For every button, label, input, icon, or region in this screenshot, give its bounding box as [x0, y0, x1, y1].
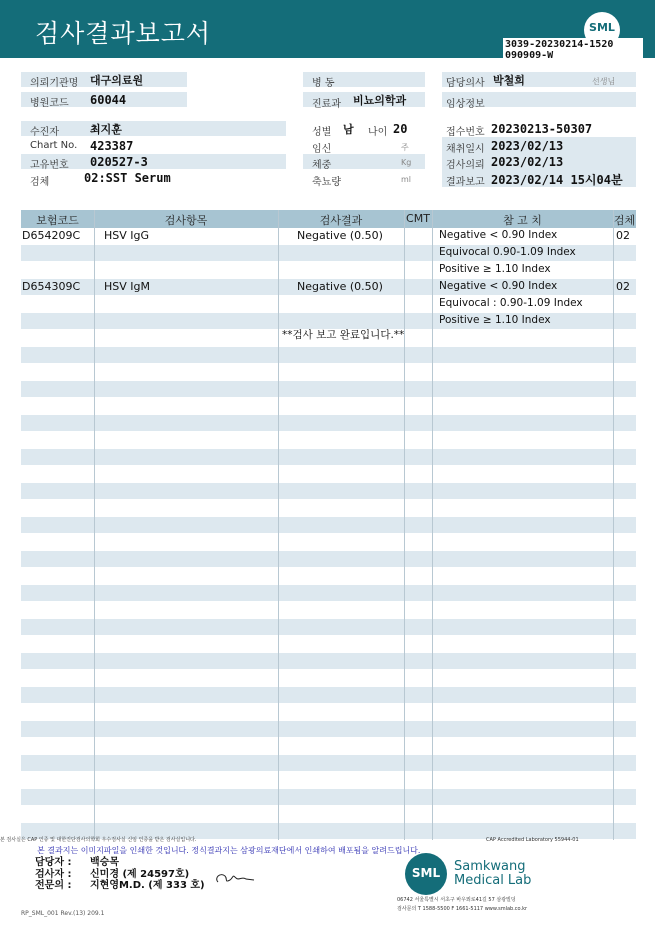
staff-value: 신미경 (제 24597호)	[90, 869, 190, 880]
doctor-suffix: 선생님	[592, 77, 616, 86]
company-address: 06742 서울특별시 서초구 바우뫼로41길 57 삼광빌딩	[397, 897, 516, 903]
specimen-label: 검체	[30, 177, 50, 188]
company-name-line1: Samkwang	[454, 859, 526, 874]
form-code: RP_SML_001 Rev.(13) 209.1	[21, 910, 105, 917]
column-divider	[404, 210, 405, 840]
age-label: 나이	[368, 127, 388, 138]
row-insurance-code: D654209C	[22, 229, 81, 242]
row-stripe	[21, 381, 636, 397]
report-complete-note: **검사 보고 완료입니다.**	[282, 329, 405, 341]
dept-label: 진료과	[312, 99, 341, 110]
reference-range-line: Equivocal : 0.90-1.09 Index	[439, 297, 583, 309]
row-stripe	[21, 415, 636, 431]
weight-unit: Kg	[401, 158, 412, 167]
request-date-value: 2023/02/13	[491, 155, 564, 169]
staff-value: 지현영M.D. (제 333 호)	[90, 880, 205, 891]
reference-range-line: Equivocal 0.90-1.09 Index	[439, 246, 576, 258]
doctor-value: 박철희	[493, 74, 525, 87]
column-divider	[432, 210, 433, 840]
age-value: 20	[393, 122, 408, 136]
info-shade	[21, 121, 286, 136]
reference-range-line: Negative < 0.90 Index	[439, 229, 558, 241]
receipt-no-label: 접수번호	[446, 127, 485, 138]
institution-label: 의뢰기관명	[30, 78, 79, 89]
column-divider	[613, 210, 614, 840]
cert-note: 본 검사실은 CAP 인증 및 대한진단검사의학회 우수검사실 신임 인증을 받은 검사실입니다.	[0, 837, 197, 843]
header-cmt: CMT	[406, 212, 430, 225]
weight-label: 체중	[312, 160, 332, 171]
cap-accreditation: CAP Accredited Laboratory 55944-01	[486, 837, 579, 843]
row-stripe	[21, 755, 636, 771]
chart-no-value: 423387	[90, 139, 134, 153]
request-date-label: 검사의뢰	[446, 160, 485, 171]
column-divider	[94, 210, 95, 840]
pregnancy-label: 임신	[312, 144, 332, 155]
institution-value: 대구의료원	[90, 74, 144, 87]
report-id: 3039-20230214-1520 090909-W	[503, 38, 643, 62]
dept-value: 비뇨의학과	[353, 94, 407, 107]
staff-label: 담당자 :	[35, 857, 72, 868]
reference-range-line: Positive ≥ 1.10 Index	[439, 263, 551, 275]
collection-date-value: 2023/02/13	[491, 139, 564, 153]
hospital-code-label: 병원코드	[30, 98, 69, 109]
header-specimen: 검체	[613, 214, 636, 227]
pregnancy-unit: 주	[401, 143, 409, 152]
header-insurance-code: 보험코드	[36, 214, 79, 227]
doctor-label: 담당의사	[446, 78, 485, 89]
row-test-item: HSV IgM	[104, 280, 150, 293]
row-test-item: HSV IgG	[104, 229, 150, 242]
row-stripe	[21, 687, 636, 703]
row-stripe	[21, 449, 636, 465]
reference-range-line: Positive ≥ 1.10 Index	[439, 314, 551, 326]
hospital-code-value: 60044	[90, 93, 127, 107]
row-specimen: 02	[616, 229, 630, 242]
urine-label: 축뇨량	[312, 177, 341, 188]
row-stripe	[21, 347, 636, 363]
row-stripe	[21, 483, 636, 499]
results-table	[21, 210, 636, 840]
column-divider	[278, 210, 279, 840]
collection-date-label: 채취일시	[446, 144, 485, 155]
footer-logo-text: SML	[411, 866, 441, 880]
report-date-value: 2023/02/14 15시04분	[491, 173, 623, 187]
unique-no-label: 고유번호	[30, 160, 69, 171]
clinical-info-label: 임상정보	[446, 99, 485, 110]
row-test-result: Negative (0.50)	[297, 229, 383, 242]
header-test-result: 검사결과	[319, 214, 363, 227]
row-stripe	[21, 551, 636, 567]
company-name	[454, 860, 531, 888]
row-stripe	[21, 789, 636, 805]
row-stripe	[21, 653, 636, 669]
row-stripe	[21, 619, 636, 635]
row-stripe	[21, 721, 636, 737]
company-name-line2: Medical Lab	[454, 873, 532, 888]
urine-unit: ml	[401, 175, 412, 184]
receipt-no-value: 20230213-50307	[491, 122, 593, 136]
patient-value: 최지훈	[90, 123, 122, 136]
staff-label: 검사자 :	[35, 869, 72, 880]
document-title: 검사결과보고서	[35, 19, 212, 48]
staff-label: 전문의 :	[35, 880, 72, 891]
patient-label: 수진자	[30, 127, 59, 138]
row-stripe	[21, 517, 636, 533]
unique-no-value: 020527-3	[90, 155, 148, 169]
logo-text: SML	[589, 21, 615, 34]
image-print-notice: 본 결과지는 이미지파일을 인쇄한 것입니다. 정식결과지는 삼광의료재단에서 인쇄하여 배포됨을 알려드립니다.	[37, 846, 421, 855]
ward-label: 병 동	[312, 78, 335, 89]
report-date-label: 결과보고	[446, 177, 485, 188]
company-phone: 검사문의 T 1588-5500 F 1661-5117 www.smlab.co.kr	[397, 906, 528, 912]
signature-icon	[212, 868, 256, 888]
row-specimen: 02	[616, 280, 630, 293]
header-test-item: 검사항목	[164, 214, 208, 227]
row-stripe	[21, 585, 636, 601]
row-insurance-code: D654309C	[22, 280, 81, 293]
reference-range-line: Negative < 0.90 Index	[439, 280, 558, 292]
sex-value: 남	[343, 123, 354, 136]
header-reference: 참 고 치	[503, 214, 542, 227]
staff-value: 백승목	[90, 857, 119, 868]
specimen-value: 02:SST Serum	[84, 171, 171, 185]
chart-no-label: Chart No.	[30, 140, 78, 151]
sml-footer-logo-icon	[405, 853, 447, 895]
row-test-result: Negative (0.50)	[297, 280, 383, 293]
sex-label: 성별	[312, 127, 332, 138]
